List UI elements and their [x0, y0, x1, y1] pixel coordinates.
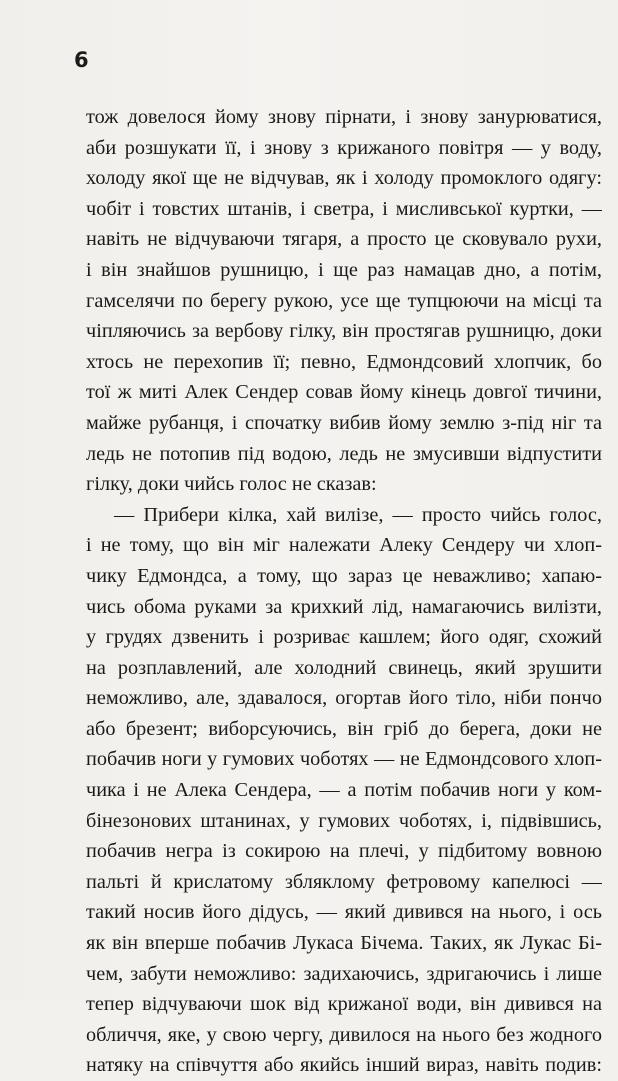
text-line: побачив негра із сокирою на плечі, у підбитому вовною [86, 840, 602, 863]
text-line: аби розшукати її, і знову з крижаного повітря — у воду, [86, 136, 602, 159]
text-line: бінезонових штанинах, у гумових чоботях, і, підвівшись, [86, 809, 602, 832]
text-line: навіть не відчуваючи тягаря, а просто це сковувало рухи, [86, 228, 602, 251]
text-line: тої ж миті Алек Сендер совав йому кінець довгої тичини, [86, 381, 602, 404]
text-line: ледь не потопив під водою, ледь не змусивши відпустити [86, 442, 602, 465]
text-line: тепер відчуваючи шок від крижаної води, він дивився на [86, 993, 602, 1016]
text-line: чем, забути неможливо: задихаючись, здригаючись і лише [86, 962, 602, 985]
text-line: гамселячи по берегу рукою, усе ще тупцюючи на місці та [86, 289, 602, 312]
text-line: такий носив його дідусь, — який дивився на нього, і ось [86, 901, 602, 924]
text-line: і він знайшов рушницю, і ще раз намацав дно, а потім, [86, 258, 602, 281]
text-line: на розплавлений, але холодний свинець, який зрушити [86, 656, 602, 679]
text-line: чика і не Алека Сендера, — а потім побачив ноги у ком- [86, 779, 602, 802]
text-line: натяку на співчуття або якийсь інший вираз, навіть подив: [86, 1054, 602, 1077]
text-line: обличчя, яке, у свою чергу, дивилося на нього без жодного [86, 1023, 602, 1046]
text-line: побачив ноги у гумових чоботях — не Едмондсового хлоп- [86, 748, 602, 771]
text-line: тож довелося йому знову пірнати, і знову занурюватися, [86, 106, 602, 128]
text-line: чику Едмондса, а тому, що зараз це неважливо; хапаю- [86, 564, 602, 587]
text-line: гілку, доки чийсь голос не сказав: [86, 473, 377, 496]
text-line: — Прибери кілка, хай вилізе, — просто чийсь голос, [114, 503, 602, 526]
text-line: чись обома руками за крихкий лід, намагаючись вилізти, [86, 595, 602, 618]
text-line: чіпляючись за вербову гілку, він простягав рушницю, доки [86, 320, 602, 343]
text-line: як він вперше побачив Лукаса Бічема. Таких, як Лукас Бі- [86, 932, 602, 955]
text-line: пальті й крислатому збляклому фетровому капелюсі — [86, 870, 602, 893]
text-line: хтось не перехопив її; певно, Едмондсовий хлопчик, бо [86, 350, 602, 373]
text-line: або брезент; виборсуючись, він гріб до берега, доки не [86, 717, 602, 740]
text-line: неможливо, але, здавалося, огортав його тіло, ніби пончо [86, 687, 602, 710]
body-text [86, 102, 602, 1081]
page-number: 6 [74, 48, 89, 72]
text-line: чобіт і товстих штанів, і светра, і мисливської куртки, — [86, 197, 602, 220]
text-line: і не тому, що він міг належати Алеку Сендеру чи хлоп- [86, 534, 602, 557]
text-line: у грудях дзвенить і розриває кашлем; його одяг, схожий [86, 626, 602, 649]
text-line: холоду якої ще не відчував, як і холоду промоклого одягу: [86, 167, 602, 190]
text-line: майже рубанця, і спочатку вибив йому землю з-під ніг та [86, 411, 602, 434]
